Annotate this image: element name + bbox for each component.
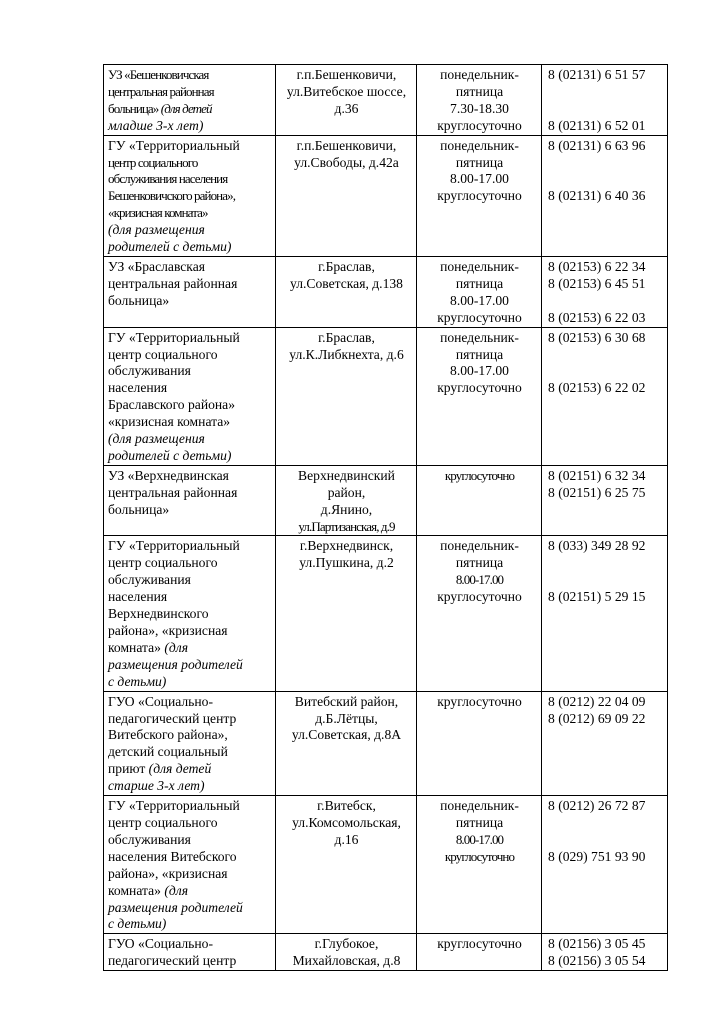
organization-line [108,155,272,172]
phone-number: 8 (029) 751 93 90 [548,848,646,864]
phone-number: 8 (0212) 22 04 09 [548,693,646,709]
organization-line [108,589,272,606]
organization-line [108,485,272,502]
organization-line [108,101,272,118]
table-row [104,691,668,795]
address-cell [276,796,417,934]
organization-text: района», «кризисная [108,865,228,881]
address-cell [276,327,417,465]
organization-note: родителей с детьми) [108,239,232,255]
organization-text: ГУ «Территориальный [108,137,240,153]
organization-text: Бешенковичского района», [108,188,236,204]
hours-cell [417,796,542,934]
organization-text: центральная районная [108,484,238,500]
phone-number: 8 (02131) 6 63 96 [548,137,646,153]
address-line: ул.Комсомольская, [292,814,401,830]
organization-note: старше 3-х лет) [108,778,205,794]
phone-spacer [548,293,664,310]
phone-spacer [548,363,664,380]
organization-text: УЗ «Верхнедвинская [108,467,229,483]
organization-line [108,330,272,347]
phone-spacer [548,84,664,101]
hours-line: пятница [455,275,504,291]
organization-line [108,640,272,657]
phone-number: 8 (033) 349 28 92 [548,538,646,554]
organization-line [108,832,272,849]
organization-text: УЗ «Бешенковичская [108,67,209,82]
organization-line [108,67,272,84]
organization-text: ГУО «Социально- [108,693,213,709]
hours-cell [417,934,542,971]
phone-number: 8 (02151) 5 29 15 [548,589,646,605]
organization-note: (для детей [148,761,212,777]
address-line: г.п.Бешенковичи, [296,137,397,153]
address-cell [276,536,417,691]
phone-number: 8 (02153) 6 22 03 [548,309,646,325]
organization-text: комната» [108,882,161,898]
organization-line [108,397,272,414]
organization-cell [104,327,276,465]
hours-cell [417,65,542,136]
organization-line [108,798,272,815]
organization-note: с детьми) [108,916,167,932]
organization-text: населения [108,380,168,396]
organization-text: комната» [108,639,161,655]
organization-line [108,694,272,711]
organization-note: (для [164,639,189,655]
organization-line [108,936,272,953]
hours-line: 8.00-17.00 [450,292,509,308]
organization-text: центральная районная [108,83,214,99]
organization-text: обслуживания [108,831,191,847]
address-line: ул.Партизанская, д.9 [298,518,395,534]
organization-text: ГУ «Территориальный [108,538,240,554]
hours-line: 8.00-17.00 [450,171,509,187]
organization-text: центр социального [108,555,218,571]
phone-spacer [548,101,664,118]
organization-note: (для [164,882,189,898]
table-row [104,135,668,256]
phone-number: 8 (02156) 3 05 54 [548,953,646,969]
organization-text: «кризисная комната» [108,205,208,221]
organization-line [108,727,272,744]
address-line: г.Верхнедвинск, [299,538,394,554]
address-line: Верхнедвинский [298,467,395,483]
phone-number: 8 (02151) 6 25 75 [548,484,646,500]
organization-text: приют [108,761,146,777]
organization-text: центр социального [108,154,198,170]
organization-text: обслуживания [108,572,191,588]
organization-line [108,347,272,364]
address-line: ул.Витебское шоссе, [286,83,407,99]
organization-text: больница» [108,100,159,116]
hours-line: круглосуточно [437,380,522,396]
hours-line: круглосуточно [444,848,515,864]
hours-line: понедельник- [440,538,519,554]
address-line: г.Браслав, [318,329,375,345]
hours-cell [417,135,542,256]
organization-line [108,744,272,761]
institutions-table [103,64,668,971]
organization-text: больница» [108,501,170,517]
hours-cell [417,256,542,327]
organization-text: больница» [108,292,170,308]
organization-text: ГУО «Социально- [108,936,213,952]
organization-text: центр социального [108,346,218,362]
address-line: д.Янино, [320,501,373,517]
hours-line: понедельник- [440,137,519,153]
table-row [104,934,668,971]
phone-spacer [548,572,664,589]
phone-cell [542,465,668,536]
hours-line: 8.00-17.00 [455,831,504,847]
organization-cell [104,256,276,327]
table-row [104,65,668,136]
phone-spacer [548,347,664,364]
organization-text: района», «кризисная [108,623,228,638]
organization-line [108,259,272,276]
hours-line: 7.30-18.30 [450,100,509,116]
hours-line: пятница [455,83,504,99]
organization-line [108,866,272,883]
phone-cell [542,327,668,465]
organization-line [108,883,272,900]
organization-text: «кризисная комната» [108,414,231,430]
address-cell [276,465,417,536]
organization-text: населения Витебского [108,848,237,864]
address-line: г.Глубокое, [314,936,379,952]
address-line: район, [327,484,366,500]
organization-line [108,414,272,431]
organization-text: ГУ «Территориальный [108,329,240,345]
organization-note: (для детей [160,100,212,116]
address-line: Михайловская, д.8 [292,953,401,969]
phone-cell [542,536,668,691]
organization-cell [104,536,276,691]
organization-text: УЗ «Браславская [108,258,205,274]
organization-line [108,953,272,970]
table-body [104,65,668,971]
hours-line: понедельник- [440,258,519,274]
address-line: ул.Советская, д.8А [291,727,402,743]
organization-note: (для размещения [108,431,205,447]
phone-spacer [548,815,664,832]
address-line: г.Браслав, [318,258,375,274]
hours-line: пятница [455,154,504,170]
organization-line [108,538,272,555]
address-cell [276,135,417,256]
hours-cell [417,536,542,691]
table-row [104,256,668,327]
hours-line: понедельник- [440,67,519,82]
phone-number: 8 (02153) 6 30 68 [548,329,646,345]
organization-text: педагогический центр [108,710,237,726]
hours-cell [417,465,542,536]
phone-number: 8 (02153) 6 22 02 [548,380,646,396]
hours-line: 8.00-17.00 [450,363,509,379]
address-line: ул.Советская, д.138 [290,275,403,291]
organization-line [108,293,272,310]
phone-number: 8 (02156) 3 05 45 [548,936,646,952]
hours-line: круглосуточно [437,117,522,133]
organization-text: населения [108,589,168,605]
organization-line [108,502,272,519]
address-line: ул.Свободы, д.42а [294,154,399,170]
phone-spacer [548,155,664,172]
table-row [104,327,668,465]
address-line: ул.К.Либкнехта, д.6 [289,346,404,362]
hours-line: круглосуточно [437,309,522,325]
address-cell [276,256,417,327]
organization-text: центральная районная [108,275,238,291]
hours-line: пятница [455,814,504,830]
organization-line [108,276,272,293]
address-line: д.36 [334,100,359,116]
organization-text: Браславского района» [108,397,236,413]
organization-line [108,380,272,397]
hours-line: 8.00-17.00 [455,572,504,588]
address-cell [276,691,417,795]
table-row [104,796,668,934]
table-row [104,465,668,536]
organization-line [108,623,272,640]
phone-number: 8 (02153) 6 45 51 [548,275,646,291]
phone-number: 8 (02151) 6 32 34 [548,467,646,483]
phone-number: 8 (02153) 6 22 34 [548,258,646,274]
organization-cell [104,796,276,934]
phone-cell [542,65,668,136]
organization-line [108,468,272,485]
address-line: г.п.Бешенковичи, [296,67,397,82]
organization-note: размещения родителей [108,899,243,915]
hours-cell [417,327,542,465]
organization-text: ГУ «Территориальный [108,798,240,814]
phone-number: 8 (0212) 69 09 22 [548,710,646,726]
organization-cell [104,65,276,136]
organization-line [108,711,272,728]
organization-line [108,84,272,101]
hours-line: круглосуточно [444,467,515,483]
organization-line [108,606,272,623]
organization-text: центр социального [108,814,218,830]
hours-line: пятница [455,346,504,362]
address-cell [276,65,417,136]
phone-number: 8 (02131) 6 52 01 [548,117,646,133]
organization-text: Витебского района», [108,727,228,743]
organization-line [108,555,272,572]
phone-cell [542,135,668,256]
phone-number: 8 (02131) 6 51 57 [548,67,646,82]
phone-cell [542,256,668,327]
phone-cell [542,796,668,934]
organization-line [108,188,272,205]
organization-note: (для размещения [108,222,205,238]
phone-spacer [548,171,664,188]
organization-line [108,363,272,380]
organization-line [108,171,272,188]
phone-number: 8 (0212) 26 72 87 [548,798,646,814]
hours-line: круглосуточно [437,589,522,605]
organization-line [108,849,272,866]
organization-cell [104,691,276,795]
address-line: г.Витебск, [317,798,376,814]
hours-line: круглосуточно [437,936,522,952]
organization-line [108,205,272,222]
hours-line: понедельник- [440,798,519,814]
phone-number: 8 (02131) 6 40 36 [548,188,646,204]
hours-line: круглосуточно [437,693,522,709]
organization-note: размещения родителей [108,656,243,672]
phone-spacer [548,832,664,849]
address-cell [276,934,417,971]
address-line: д.Б.Лётцы, [315,710,378,726]
organization-text: детский социальный [108,744,228,760]
hours-line: пятница [455,555,504,571]
organization-note: родителей с детьми) [108,447,232,463]
address-line: ул.Пушкина, д.2 [299,555,394,571]
phone-cell [542,934,668,971]
address-line: Витебский район, [294,693,399,709]
organization-cell [104,135,276,256]
table-row [104,536,668,691]
organization-line [108,572,272,589]
organization-note: с детьми) [108,673,167,689]
organization-text: педагогический центр [108,953,237,969]
organization-line [108,815,272,832]
organization-text: обслуживания населения [108,171,228,187]
hours-line: понедельник- [440,329,519,345]
organization-note: младше 3-х лет) [108,117,204,133]
address-line: д.16 [334,831,359,847]
organization-line [108,761,272,778]
phone-cell [542,691,668,795]
organization-cell [104,934,276,971]
organization-text: обслуживания [108,363,191,379]
hours-cell [417,691,542,795]
organization-cell [104,465,276,536]
organization-text: Верхнедвинского [108,606,209,622]
phone-spacer [548,555,664,572]
hours-line: круглосуточно [437,188,522,204]
organization-line [108,138,272,155]
